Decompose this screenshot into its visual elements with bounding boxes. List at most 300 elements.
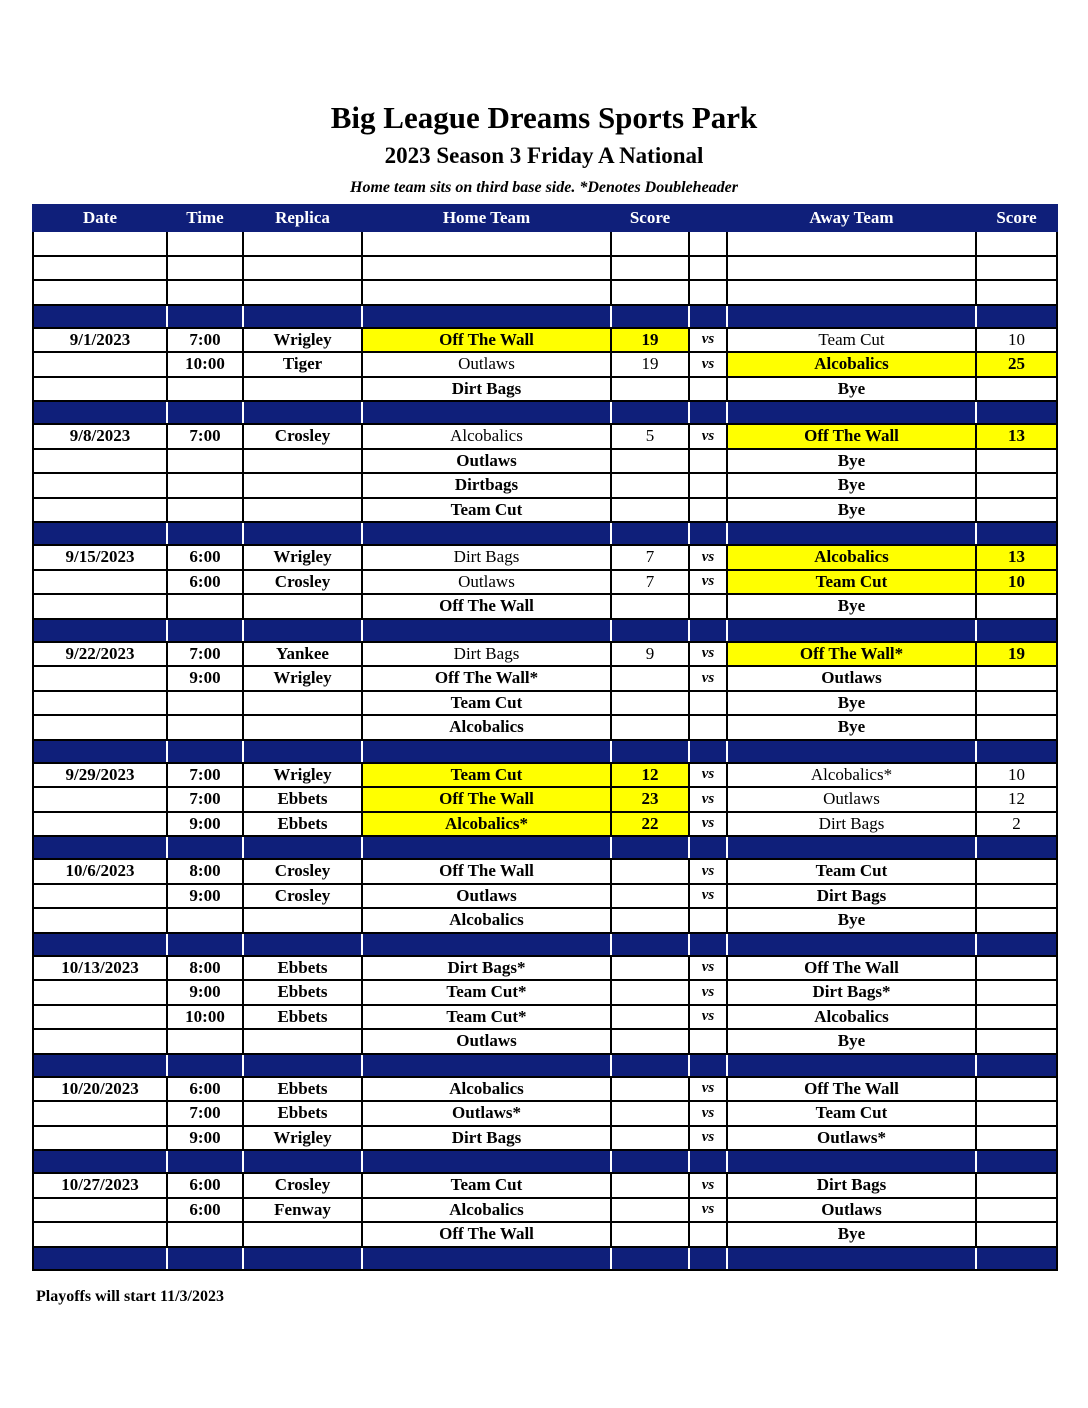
separator-cell: [33, 619, 167, 642]
away-score-cell: [976, 980, 1057, 1005]
home-team-cell: Outlaws*: [362, 1101, 611, 1126]
game-row: [33, 859, 1057, 884]
separator-cell: [689, 401, 727, 424]
time-cell: 6:00: [167, 570, 243, 595]
home-team-cell: Outlaws: [362, 570, 611, 595]
empty-cell: [611, 231, 689, 256]
replica-cell: Yankee: [243, 642, 362, 667]
game-row: [33, 1029, 1057, 1054]
vs-cell: vs: [689, 570, 727, 595]
separator-cell: [33, 522, 167, 545]
game-row: [33, 1222, 1057, 1247]
week-separator-row: [33, 836, 1057, 859]
vs-cell: vs: [689, 980, 727, 1005]
separator-cell: [167, 401, 243, 424]
time-cell: 7:00: [167, 642, 243, 667]
replica-cell: Crosley: [243, 424, 362, 449]
separator-cell: [976, 619, 1057, 642]
replica-cell: Ebbets: [243, 956, 362, 981]
replica-cell: [243, 377, 362, 402]
away-score-cell: 10: [976, 328, 1057, 353]
home-team-cell: Team Cut: [362, 763, 611, 788]
home-team-cell: Team Cut: [362, 1173, 611, 1198]
separator-cell: [727, 619, 976, 642]
away-team-cell: Team Cut: [727, 1101, 976, 1126]
away-score-cell: 13: [976, 424, 1057, 449]
date-cell: [33, 377, 167, 402]
away-score-cell: 10: [976, 763, 1057, 788]
empty-cell: [33, 256, 167, 281]
time-cell: [167, 691, 243, 716]
home-score-cell: [611, 473, 689, 498]
home-score-cell: [611, 1077, 689, 1102]
date-cell: [33, 1029, 167, 1054]
separator-cell: [243, 1150, 362, 1173]
home-score-cell: 9: [611, 642, 689, 667]
home-score-cell: [611, 377, 689, 402]
separator-cell: [362, 740, 611, 763]
separator-cell: [611, 836, 689, 859]
separator-cell: [976, 933, 1057, 956]
date-cell: 9/8/2023: [33, 424, 167, 449]
home-score-cell: [611, 1029, 689, 1054]
date-cell: [33, 594, 167, 619]
col-vs: [689, 205, 727, 231]
date-cell: [33, 1198, 167, 1223]
schedule-table: [32, 204, 1058, 1271]
empty-cell: [611, 256, 689, 281]
date-cell: [33, 666, 167, 691]
header-row: [33, 205, 1057, 231]
home-team-cell: Outlaws: [362, 352, 611, 377]
time-cell: [167, 715, 243, 740]
away-score-cell: [976, 859, 1057, 884]
home-score-cell: [611, 980, 689, 1005]
away-team-cell: Dirt Bags: [727, 812, 976, 837]
empty-cell: [362, 256, 611, 281]
date-cell: [33, 1222, 167, 1247]
separator-cell: [33, 1054, 167, 1077]
col-away-team: Away Team: [727, 205, 976, 231]
away-team-cell: Outlaws*: [727, 1126, 976, 1151]
separator-cell: [243, 836, 362, 859]
home-score-cell: 23: [611, 787, 689, 812]
separator-cell: [611, 522, 689, 545]
date-cell: 9/1/2023: [33, 328, 167, 353]
away-score-cell: [976, 1077, 1057, 1102]
home-team-cell: Alcobalics: [362, 908, 611, 933]
separator-cell: [727, 1247, 976, 1270]
game-row: [33, 691, 1057, 716]
away-team-cell: Bye: [727, 715, 976, 740]
week-separator-row: [33, 740, 1057, 763]
time-cell: 7:00: [167, 328, 243, 353]
time-cell: 9:00: [167, 884, 243, 909]
replica-cell: Ebbets: [243, 812, 362, 837]
date-cell: [33, 884, 167, 909]
date-cell: 9/29/2023: [33, 763, 167, 788]
col-away-score: Score: [976, 205, 1057, 231]
vs-cell: [689, 449, 727, 474]
game-row: [33, 328, 1057, 353]
season-subtitle: 2023 Season 3 Friday A National: [384, 143, 704, 168]
date-cell: [33, 715, 167, 740]
away-score-cell: [976, 691, 1057, 716]
date-cell: [33, 1126, 167, 1151]
home-team-cell: Alcobalics*: [362, 812, 611, 837]
separator-cell: [243, 619, 362, 642]
away-team-cell: Off The Wall: [727, 956, 976, 981]
separator-cell: [33, 305, 167, 328]
home-team-cell: Alcobalics: [362, 1077, 611, 1102]
home-score-cell: 12: [611, 763, 689, 788]
away-score-cell: [976, 1101, 1057, 1126]
empty-cell: [976, 231, 1057, 256]
home-score-cell: [611, 1101, 689, 1126]
time-cell: 9:00: [167, 980, 243, 1005]
separator-cell: [976, 836, 1057, 859]
vs-cell: [689, 908, 727, 933]
away-score-cell: 25: [976, 352, 1057, 377]
vs-cell: [689, 715, 727, 740]
date-cell: 10/13/2023: [33, 956, 167, 981]
col-date: Date: [33, 205, 167, 231]
time-cell: 7:00: [167, 1101, 243, 1126]
separator-cell: [976, 522, 1057, 545]
separator-cell: [167, 933, 243, 956]
away-team-cell: Dirt Bags*: [727, 980, 976, 1005]
home-score-cell: [611, 594, 689, 619]
replica-cell: Crosley: [243, 884, 362, 909]
game-row: [33, 787, 1057, 812]
col-time: Time: [167, 205, 243, 231]
replica-cell: [243, 715, 362, 740]
replica-cell: Wrigley: [243, 763, 362, 788]
replica-cell: Ebbets: [243, 1077, 362, 1102]
away-team-cell: Dirt Bags: [727, 1173, 976, 1198]
game-row: [33, 377, 1057, 402]
game-row: [33, 1126, 1057, 1151]
home-team-cell: Off The Wall: [362, 859, 611, 884]
away-team-cell: Alcobalics: [727, 545, 976, 570]
home-team-cell: Team Cut: [362, 691, 611, 716]
away-team-cell: Bye: [727, 594, 976, 619]
separator-cell: [976, 305, 1057, 328]
separator-cell: [362, 1247, 611, 1270]
date-cell: [33, 908, 167, 933]
replica-cell: Wrigley: [243, 328, 362, 353]
separator-cell: [243, 401, 362, 424]
away-score-cell: [976, 1173, 1057, 1198]
home-team-cell: Dirt Bags: [362, 545, 611, 570]
time-cell: [167, 473, 243, 498]
game-row: [33, 812, 1057, 837]
vs-cell: vs: [689, 666, 727, 691]
vs-cell: vs: [689, 328, 727, 353]
doubleheader-note: Home team sits on third base side. *Denotes Doubleheader: [350, 179, 738, 196]
replica-cell: Crosley: [243, 1173, 362, 1198]
separator-cell: [167, 740, 243, 763]
date-cell: [33, 1101, 167, 1126]
game-row: [33, 545, 1057, 570]
separator-cell: [167, 1150, 243, 1173]
replica-cell: [243, 1222, 362, 1247]
replica-cell: [243, 691, 362, 716]
home-team-cell: Dirt Bags: [362, 642, 611, 667]
separator-cell: [167, 522, 243, 545]
away-score-cell: [976, 473, 1057, 498]
vs-cell: [689, 594, 727, 619]
away-score-cell: [976, 956, 1057, 981]
separator-cell: [727, 836, 976, 859]
home-team-cell: Off The Wall: [362, 594, 611, 619]
separator-cell: [689, 1247, 727, 1270]
game-row: [33, 1077, 1057, 1102]
away-score-cell: [976, 594, 1057, 619]
time-cell: [167, 1029, 243, 1054]
away-team-cell: Bye: [727, 498, 976, 523]
away-score-cell: [976, 884, 1057, 909]
time-cell: [167, 1222, 243, 1247]
separator-cell: [243, 1054, 362, 1077]
home-score-cell: 7: [611, 545, 689, 570]
game-row: [33, 884, 1057, 909]
home-score-cell: [611, 1005, 689, 1030]
date-cell: [33, 980, 167, 1005]
home-score-cell: 19: [611, 352, 689, 377]
time-cell: 9:00: [167, 666, 243, 691]
empty-cell: [167, 231, 243, 256]
home-team-cell: Alcobalics: [362, 1198, 611, 1223]
time-cell: 7:00: [167, 763, 243, 788]
date-cell: 10/6/2023: [33, 859, 167, 884]
separator-cell: [362, 1150, 611, 1173]
away-score-cell: [976, 449, 1057, 474]
home-team-cell: Dirtbags: [362, 473, 611, 498]
away-team-cell: Outlaws: [727, 1198, 976, 1223]
home-score-cell: 19: [611, 328, 689, 353]
time-cell: [167, 449, 243, 474]
vs-cell: vs: [689, 763, 727, 788]
home-score-cell: [611, 956, 689, 981]
replica-cell: [243, 473, 362, 498]
home-score-cell: [611, 666, 689, 691]
away-score-cell: [976, 1198, 1057, 1223]
away-team-cell: Bye: [727, 1029, 976, 1054]
home-team-cell: Alcobalics: [362, 424, 611, 449]
replica-cell: Tiger: [243, 352, 362, 377]
separator-cell: [689, 1054, 727, 1077]
separator-cell: [727, 1150, 976, 1173]
date-cell: 9/15/2023: [33, 545, 167, 570]
home-team-cell: Dirt Bags*: [362, 956, 611, 981]
empty-cell: [33, 280, 167, 305]
game-row: [33, 1198, 1057, 1223]
separator-cell: [611, 1150, 689, 1173]
home-team-cell: Alcobalics: [362, 715, 611, 740]
empty-cell: [362, 231, 611, 256]
home-score-cell: [611, 449, 689, 474]
date-cell: [33, 352, 167, 377]
schedule-header: [33, 205, 1057, 231]
separator-cell: [243, 933, 362, 956]
separator-cell: [976, 1150, 1057, 1173]
game-row: [33, 715, 1057, 740]
game-row: [33, 666, 1057, 691]
blank-row: [33, 280, 1057, 305]
vs-cell: vs: [689, 956, 727, 981]
separator-cell: [727, 522, 976, 545]
away-score-cell: [976, 666, 1057, 691]
separator-cell: [727, 401, 976, 424]
vs-cell: vs: [689, 1173, 727, 1198]
separator-cell: [689, 522, 727, 545]
time-cell: 6:00: [167, 1173, 243, 1198]
separator-cell: [689, 933, 727, 956]
replica-cell: Crosley: [243, 859, 362, 884]
home-score-cell: 5: [611, 424, 689, 449]
vs-cell: vs: [689, 1198, 727, 1223]
vs-cell: vs: [689, 1077, 727, 1102]
away-score-cell: [976, 715, 1057, 740]
empty-cell: [727, 231, 976, 256]
separator-cell: [33, 1150, 167, 1173]
empty-cell: [689, 256, 727, 281]
game-row: [33, 352, 1057, 377]
replica-cell: [243, 1029, 362, 1054]
col-replica: Replica: [243, 205, 362, 231]
week-separator-row: [33, 1150, 1057, 1173]
away-score-cell: [976, 377, 1057, 402]
home-score-cell: [611, 1173, 689, 1198]
separator-cell: [167, 836, 243, 859]
vs-cell: vs: [689, 1126, 727, 1151]
home-team-cell: Outlaws: [362, 1029, 611, 1054]
game-row: [33, 763, 1057, 788]
vs-cell: vs: [689, 859, 727, 884]
empty-cell: [611, 280, 689, 305]
separator-cell: [611, 401, 689, 424]
separator-cell: [689, 619, 727, 642]
separator-cell: [611, 305, 689, 328]
date-cell: [33, 1005, 167, 1030]
date-cell: 10/27/2023: [33, 1173, 167, 1198]
away-score-cell: 19: [976, 642, 1057, 667]
home-team-cell: Outlaws: [362, 884, 611, 909]
separator-cell: [362, 305, 611, 328]
home-team-cell: Team Cut*: [362, 980, 611, 1005]
home-team-cell: Off The Wall*: [362, 666, 611, 691]
separator-cell: [362, 619, 611, 642]
separator-cell: [243, 1247, 362, 1270]
separator-cell: [33, 1247, 167, 1270]
home-score-cell: [611, 1126, 689, 1151]
home-team-cell: Team Cut*: [362, 1005, 611, 1030]
away-team-cell: Bye: [727, 691, 976, 716]
separator-cell: [33, 933, 167, 956]
week-separator-row: [33, 522, 1057, 545]
away-team-cell: Bye: [727, 908, 976, 933]
week-separator-row: [33, 401, 1057, 424]
replica-cell: Wrigley: [243, 1126, 362, 1151]
replica-cell: [243, 449, 362, 474]
time-cell: [167, 908, 243, 933]
game-row: [33, 570, 1057, 595]
replica-cell: Ebbets: [243, 980, 362, 1005]
empty-cell: [976, 280, 1057, 305]
empty-cell: [362, 280, 611, 305]
week-separator-row: [33, 933, 1057, 956]
separator-cell: [976, 401, 1057, 424]
home-score-cell: 22: [611, 812, 689, 837]
away-team-cell: Off The Wall: [727, 1077, 976, 1102]
away-team-cell: Bye: [727, 449, 976, 474]
away-score-cell: [976, 908, 1057, 933]
vs-cell: vs: [689, 787, 727, 812]
empty-cell: [167, 280, 243, 305]
away-team-cell: Off The Wall*: [727, 642, 976, 667]
vs-cell: [689, 473, 727, 498]
schedule-body: [33, 231, 1057, 1270]
game-row: [33, 424, 1057, 449]
away-score-cell: 12: [976, 787, 1057, 812]
separator-cell: [362, 836, 611, 859]
separator-cell: [976, 1054, 1057, 1077]
away-score-cell: [976, 1029, 1057, 1054]
home-team-cell: Off The Wall: [362, 787, 611, 812]
home-score-cell: 7: [611, 570, 689, 595]
game-row: [33, 980, 1057, 1005]
col-home-team: Home Team: [362, 205, 611, 231]
game-row: [33, 1005, 1057, 1030]
vs-cell: vs: [689, 1005, 727, 1030]
home-score-cell: [611, 1198, 689, 1223]
date-cell: 10/20/2023: [33, 1077, 167, 1102]
away-team-cell: Alcobalics: [727, 352, 976, 377]
time-cell: 6:00: [167, 1198, 243, 1223]
separator-cell: [727, 305, 976, 328]
date-cell: 9/22/2023: [33, 642, 167, 667]
separator-cell: [611, 1247, 689, 1270]
empty-cell: [243, 280, 362, 305]
separator-cell: [362, 401, 611, 424]
time-cell: 9:00: [167, 1126, 243, 1151]
home-score-cell: [611, 859, 689, 884]
separator-cell: [33, 401, 167, 424]
separator-cell: [362, 522, 611, 545]
separator-cell: [167, 619, 243, 642]
home-score-cell: [611, 498, 689, 523]
away-team-cell: Outlaws: [727, 787, 976, 812]
game-row: [33, 449, 1057, 474]
time-cell: 10:00: [167, 352, 243, 377]
home-team-cell: Outlaws: [362, 449, 611, 474]
replica-cell: Ebbets: [243, 1101, 362, 1126]
away-score-cell: [976, 498, 1057, 523]
separator-cell: [167, 1054, 243, 1077]
replica-cell: [243, 594, 362, 619]
time-cell: 7:00: [167, 787, 243, 812]
away-team-cell: Dirt Bags: [727, 884, 976, 909]
game-row: [33, 473, 1057, 498]
time-cell: 9:00: [167, 812, 243, 837]
date-cell: [33, 570, 167, 595]
vs-cell: [689, 1029, 727, 1054]
vs-cell: vs: [689, 812, 727, 837]
date-cell: [33, 473, 167, 498]
week-separator-row: [33, 1054, 1057, 1077]
separator-cell: [727, 1054, 976, 1077]
